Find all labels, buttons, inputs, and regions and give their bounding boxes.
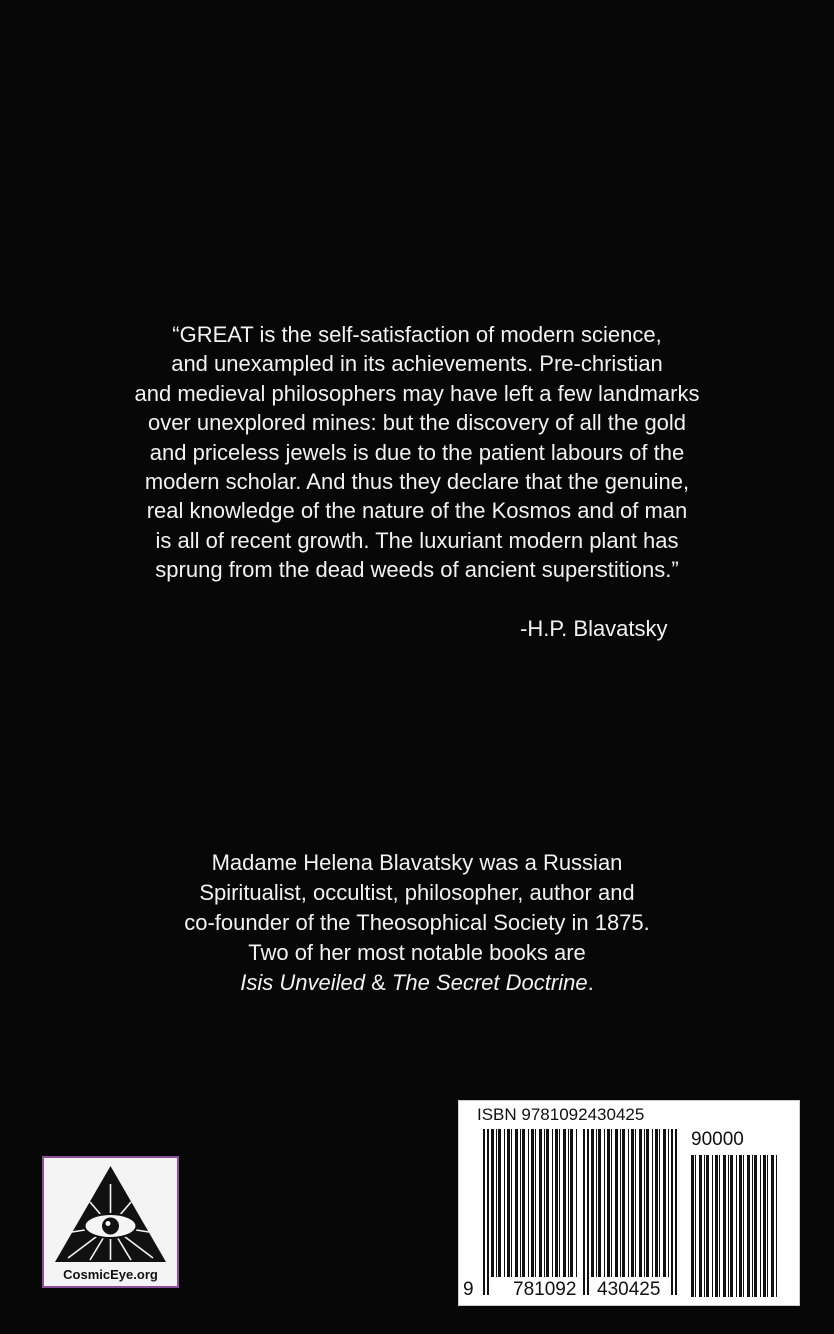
quote-line: and medieval philosophers may have left a few landmarks	[134, 380, 700, 406]
bio-line: Spiritualist, occultist, philosopher, author and	[199, 880, 635, 905]
all-seeing-eye-pyramid-icon	[50, 1162, 171, 1266]
bio-connector: &	[365, 970, 392, 995]
isbn-label: ISBN 9781092430425	[477, 1105, 645, 1124]
author-bio	[40, 848, 794, 998]
quote-line: is all of recent growth. The luxuriant modern plant has	[155, 527, 679, 553]
bio-books-line	[40, 968, 794, 998]
book-title-secret-doctrine: The Secret Doctrine	[391, 970, 588, 995]
quote-line: “GREAT is the self-satisfaction of modern science,	[172, 322, 662, 347]
quote-attribution: -H.P. Blavatsky	[520, 616, 668, 641]
quote-line: sprung from the dead weeds of ancient superstitions.”	[155, 557, 679, 583]
barcode-bars	[459, 1101, 801, 1307]
logo-text: CosmicEye.org	[63, 1267, 158, 1282]
bio-line: Two of her most notable books are	[248, 940, 586, 965]
bio-line: co-founder of the Theosophical Society in 1875.	[184, 910, 650, 935]
isbn-barcode	[458, 1100, 800, 1306]
quote-line: over unexplored mines: but the discovery of all the gold	[147, 410, 687, 436]
publisher-logo	[42, 1156, 179, 1288]
barcode-left-digits: 781092	[513, 1279, 577, 1300]
barcode-first-digit: 9	[463, 1279, 474, 1300]
quote-block	[40, 320, 794, 585]
quote-line: and priceless jewels is due to the patient labours of the	[149, 439, 685, 465]
bio-line: Madame Helena Blavatsky was a Russian	[211, 850, 623, 875]
barcode-right-digits: 430425	[597, 1279, 661, 1300]
quote-line: and unexampled in its achievements. Pre-christian	[171, 351, 663, 377]
quote-line: real knowledge of the nature of the Kosmos and of man	[146, 498, 688, 524]
price-code: 90000	[691, 1129, 744, 1150]
book-title-isis-unveiled: Isis Unveiled	[240, 970, 366, 995]
bio-end: .	[587, 970, 594, 995]
quote-line: modern scholar. And thus they declare that the genuine,	[144, 469, 690, 495]
